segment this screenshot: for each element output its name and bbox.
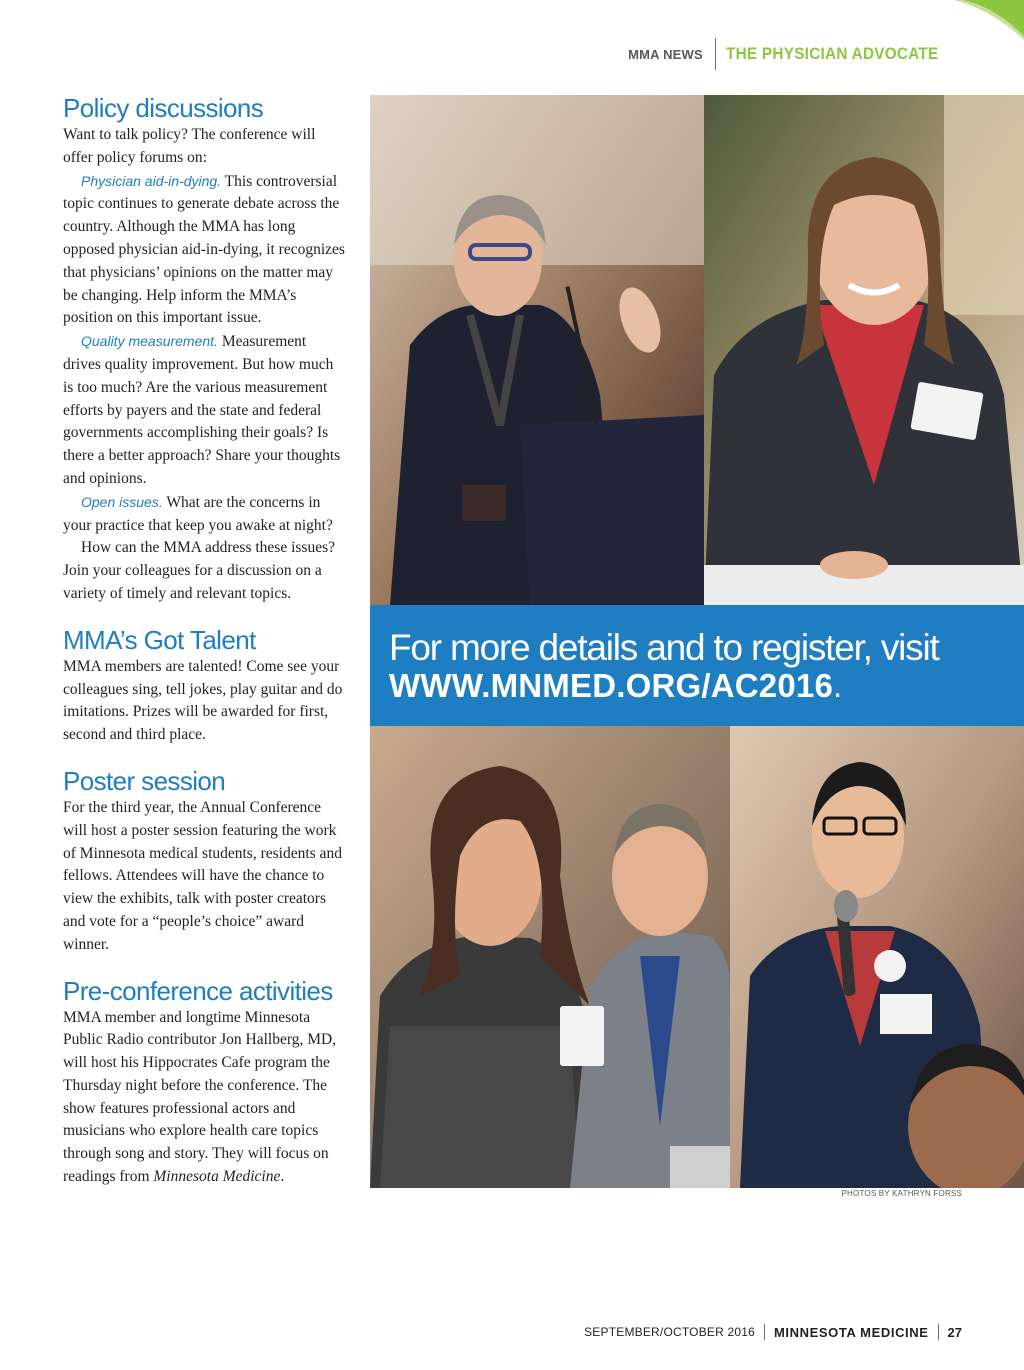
department-title: THE PHYSICIAN ADVOCATE bbox=[725, 44, 939, 63]
photo-credit: PHOTOS BY KATHRYN FORSS bbox=[841, 1189, 962, 1198]
photo-seated-attendees bbox=[370, 726, 730, 1188]
header-divider bbox=[715, 38, 716, 70]
banner-text: For more details and to register, visit bbox=[389, 627, 939, 668]
policy-closing: How can the MMA address these issues? Join your colleagues for a discussion on a variety of timely and relevant topics. bbox=[63, 539, 335, 602]
heading-policy-discussions: Policy discussions bbox=[63, 93, 264, 123]
registration-link[interactable]: WWW.MNMED.ORG/AC2016 bbox=[389, 667, 834, 704]
policy-item-quality bbox=[63, 330, 345, 491]
lead-in-open-issues: Open issues. bbox=[81, 493, 163, 510]
photo-attendee-at-table bbox=[704, 95, 1024, 605]
policy-item-open-issues bbox=[63, 491, 345, 538]
aid-in-dying-text: This controversial topic continues to generate debate across the country. Although the MMA has long opposed physician aid-in-dying, it recognizes that physicians’ opinions on the matter may be changing. Help inform the MMA’s position on this important issue. bbox=[63, 172, 345, 327]
preconf-text: MMA member and longtime Minnesota Public Radio contributor Jon Hallberg, MD, will host his Hippocrates Cafe program the Thursday night before the conference. The show features professional actors and musicians who explore health care topics through song and story. They will focus on readings from Minnesota Medicine. bbox=[63, 1008, 337, 1186]
heading-poster-session: Poster session bbox=[63, 765, 226, 796]
talent-text: MMA members are talented! Come see your colleagues sing, tell jokes, play guitar and do imitations. Prizes will be awarded for first, second and third place. bbox=[63, 657, 343, 744]
page-number: 27 bbox=[947, 1324, 962, 1340]
heading-talent: MMA’s Got Talent bbox=[63, 624, 256, 655]
footer-divider bbox=[938, 1324, 939, 1340]
quality-text: Measurement drives quality improvement. But how much is too much? Are the various measurement efforts by payers and the state and federal governments accomplishing their goals? Is there a better approach? Share your thoughts and opinions. bbox=[63, 333, 341, 487]
magazine-name-italic: Minnesota Medicine bbox=[153, 1168, 281, 1186]
photo-attendee-with-microphone bbox=[730, 726, 1024, 1188]
policy-intro: Want to talk policy? The conference will offer policy forums on: bbox=[63, 126, 316, 166]
footer-divider bbox=[764, 1324, 765, 1340]
lead-in-aid-in-dying: Physician aid-in-dying. bbox=[81, 172, 222, 189]
corner-swoosh-graphic bbox=[954, 0, 1024, 40]
open-issues-text: What are the concerns in your practice that keep you awake at night? bbox=[63, 493, 333, 534]
photo-speaker-at-podium bbox=[370, 95, 704, 605]
page-footer bbox=[584, 1324, 962, 1340]
banner-url-line: WWW.MNMED.ORG/AC2016. bbox=[389, 667, 843, 704]
issue-date: SEPTEMBER/OCTOBER 2016 bbox=[584, 1325, 755, 1339]
article-column bbox=[63, 92, 345, 1189]
registration-banner bbox=[370, 605, 1024, 726]
policy-item-aid-in-dying bbox=[63, 170, 345, 331]
running-header bbox=[628, 38, 962, 70]
heading-pre-conference: Pre-conference activities bbox=[63, 975, 333, 1006]
lead-in-quality: Quality measurement. bbox=[81, 333, 218, 350]
poster-text: For the third year, the Annual Conference will host a poster session featuring the work of Minnesota medical students, residents and fellows. Attendees will have the chance to view the exhibits, talk with poster creators and vote for a “people’s choice” award winner. bbox=[63, 798, 342, 953]
section-label: MMA NEWS bbox=[628, 46, 703, 62]
magazine-title: MINNESOTA MEDICINE bbox=[774, 1324, 929, 1340]
